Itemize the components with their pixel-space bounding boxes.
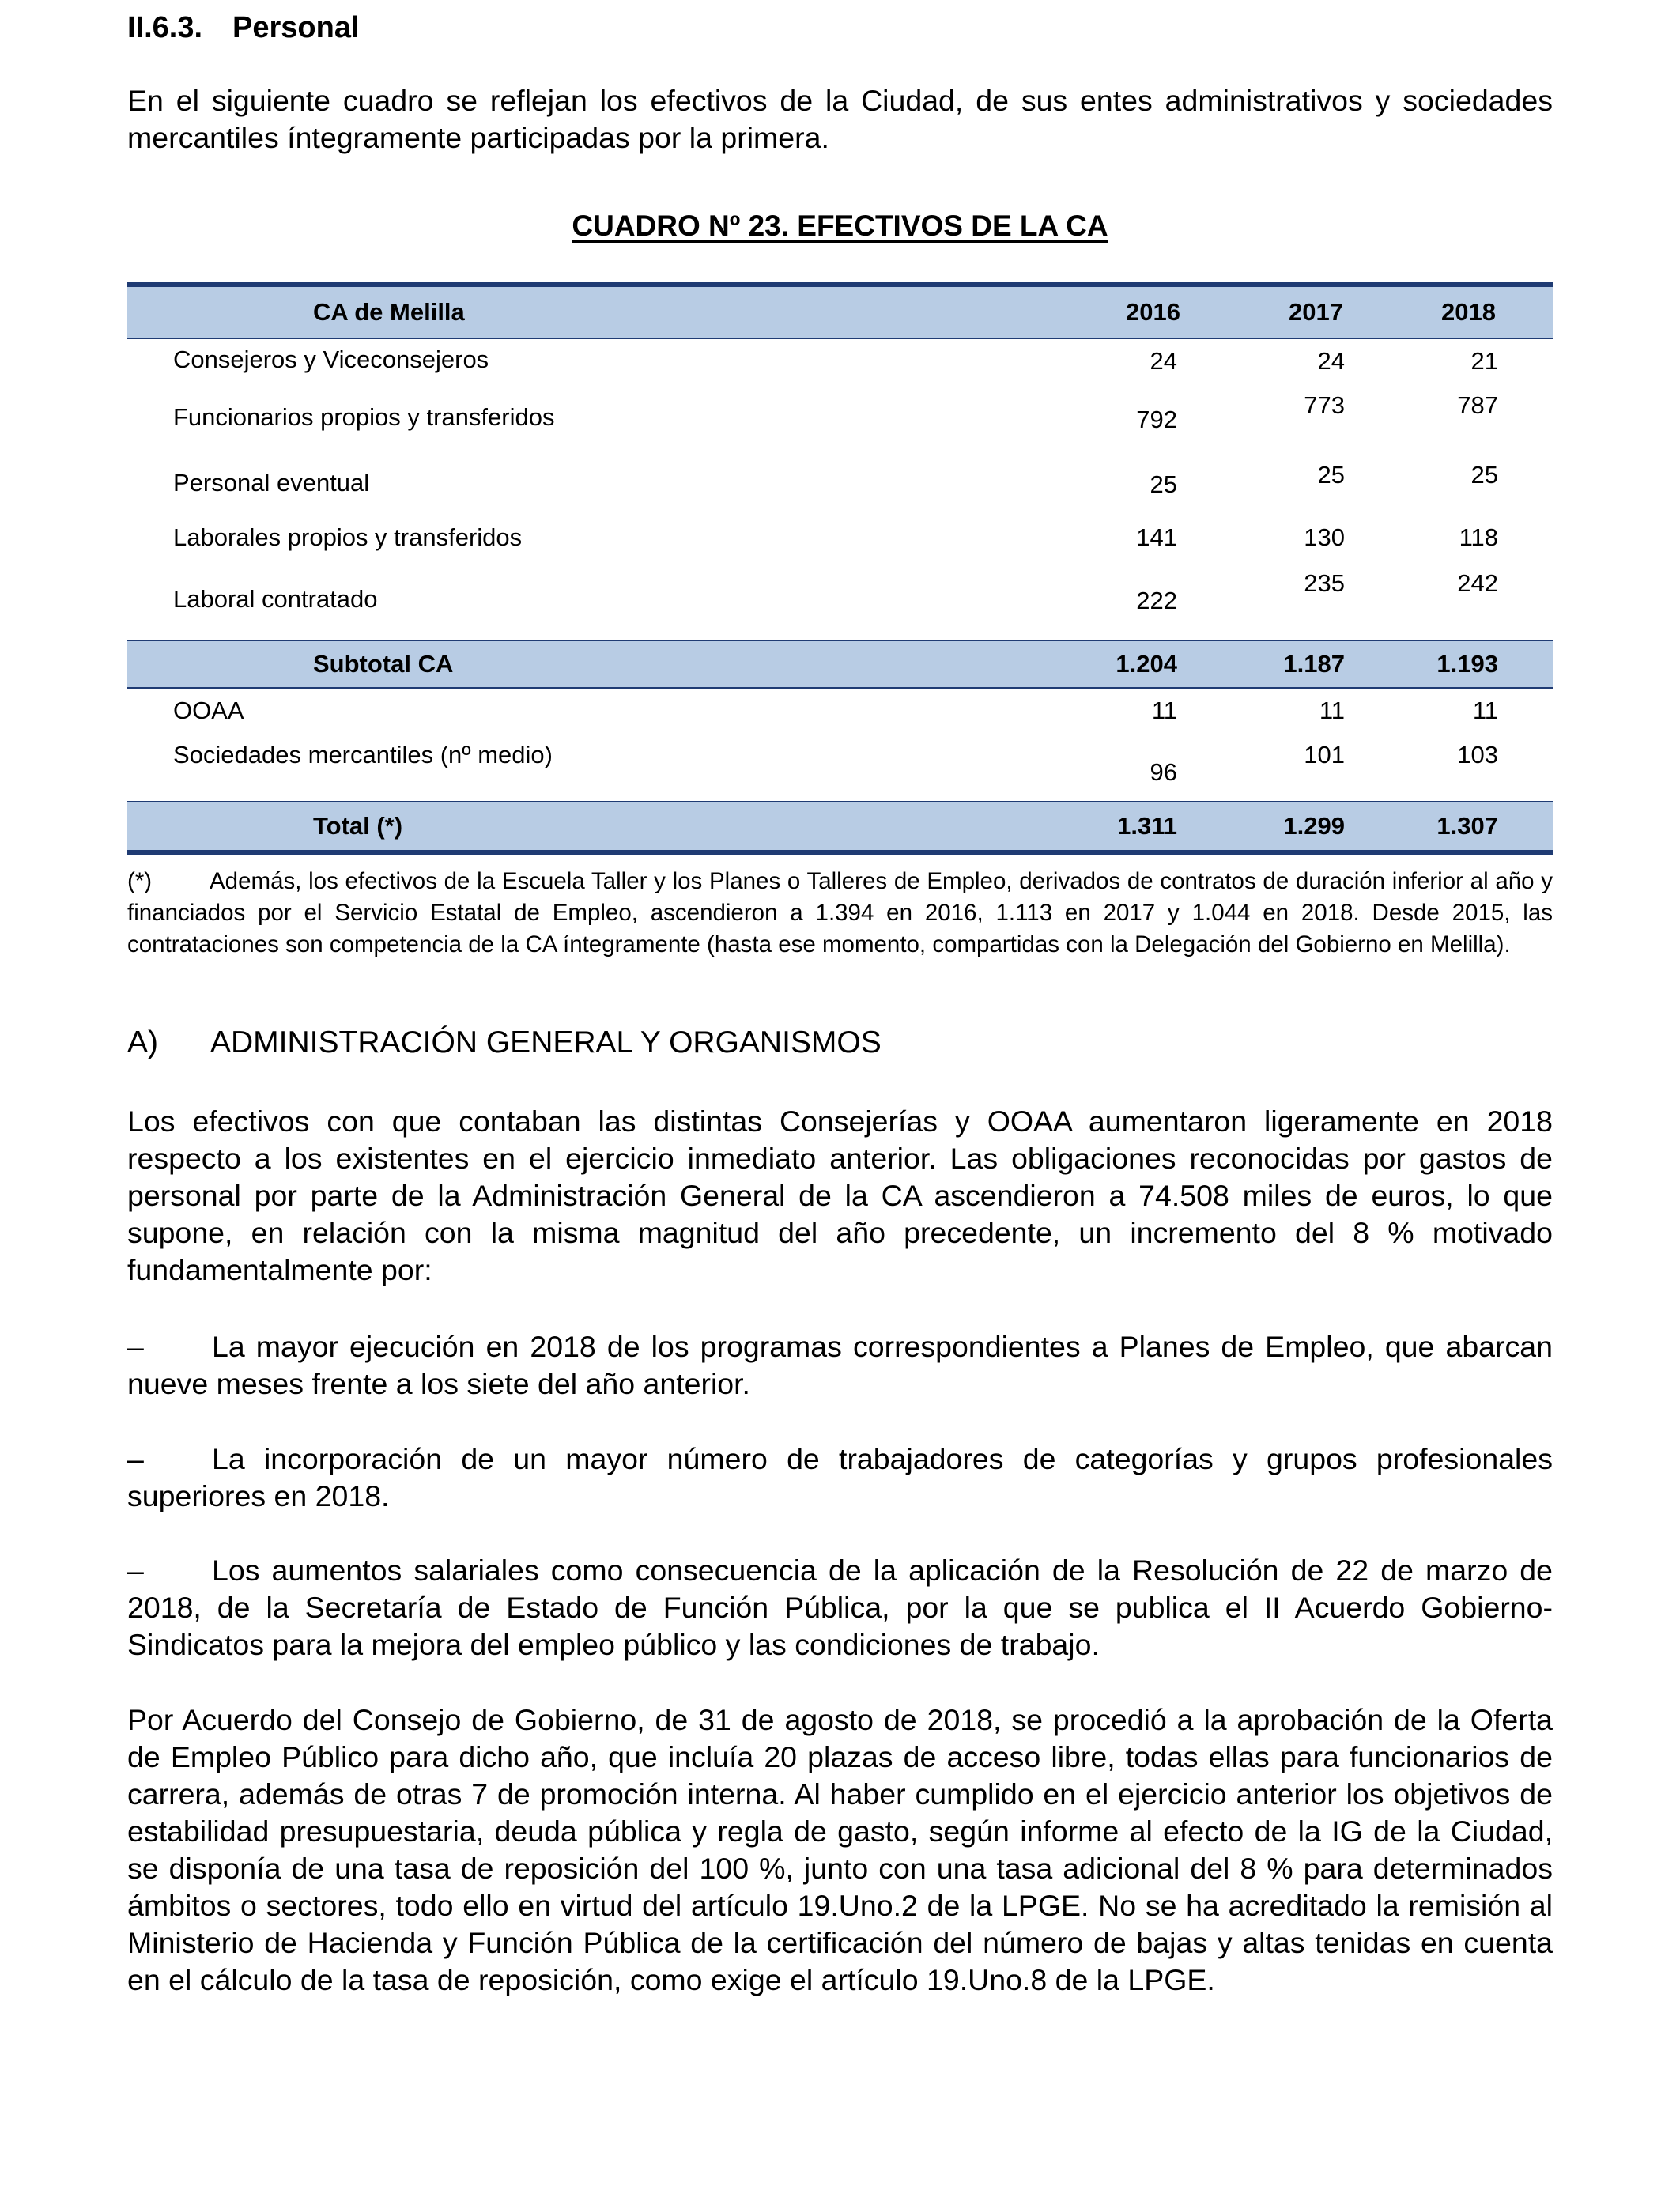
row-value-2017: 773 [1304, 391, 1345, 419]
row-value-2016: 11 [1151, 697, 1177, 724]
row-label: Sociedades mercantiles (nº medio) [173, 741, 553, 768]
subsection-heading [127, 1025, 882, 1060]
header-label: CA de Melilla [313, 298, 465, 326]
row-label: Laborales propios y transferidos [173, 523, 523, 551]
row-value-2017: 25 [1317, 461, 1345, 489]
row-value-2016: 222 [1136, 587, 1177, 614]
row-value-2018: 11 [1472, 697, 1498, 724]
list-item [127, 1552, 1553, 1663]
header-year-2016: 2016 [1126, 298, 1180, 326]
row-value-2017: 130 [1304, 523, 1345, 551]
header-year-2017: 2017 [1289, 298, 1343, 326]
table-row [127, 736, 1553, 801]
row-label: Funcionarios propios y transferidos [173, 403, 555, 431]
row-value-2017: 235 [1304, 569, 1345, 597]
footnote-text: Además, los efectivos de la Escuela Taller y los Planes o Talleres de Empleo, derivados de contratos de duración inferior al año y financiados por el Servicio Estatal de Empleo, ascendieron a 1.394 en 2016, 1.113 en 2017 y 1.044 en 2018. Desde 2015, las contrataciones son competencia de la CA íntegramente (hasta ese momento, compartidas con la Delegación del Gobierno en Melilla). [127, 868, 1553, 957]
dash-bullet: – [127, 1442, 144, 1475]
list-item [127, 1441, 1553, 1515]
row-value-2018: 103 [1457, 741, 1498, 768]
effectives-table [127, 282, 1553, 855]
subsection-title: ADMINISTRACIÓN GENERAL Y ORGANISMOS [210, 1025, 882, 1059]
subtotal-value-2017: 1.187 [1283, 650, 1345, 678]
list-item-text: La incorporación de un mayor número de trabajadores de categorías y grupos profesionales superiores en 2018. [127, 1442, 1553, 1512]
total-value-2018: 1.307 [1436, 812, 1498, 840]
table-header-row [127, 287, 1553, 339]
intro-paragraph: En el siguiente cuadro se reflejan los efectivos de la Ciudad, de sus entes administrativos y sociedades mercantiles íntegramente participadas por la primera. [127, 84, 1553, 154]
row-value-2018: 787 [1457, 391, 1498, 419]
section-heading [127, 11, 360, 45]
row-value-2016: 96 [1150, 758, 1177, 786]
list-item-text: Los aumentos salariales como consecuencia de la aplicación de la Resolución de 22 de marzo de 2018, de la Secretaría de Estado de Función Pública, por la que se publica el II Acuerdo Gobierno-Sindicatos para la mejora del empleo público y las condiciones de trabajo. [127, 1554, 1553, 1661]
table-row [127, 569, 1553, 640]
body-paragraph: Por Acuerdo del Consejo de Gobierno, de 31 de agosto de 2018, se procedió a la aprobación de la Oferta de Empleo Público para dicho año, que incluía 20 plazas de acceso libre, todas ellas para funcionarios de carrera, además de otras 7 de promoción interna. Al haber cumplido en el ejercicio anterior los objetivos de estabilidad presupuestaria, deuda pública y regla de gasto, según informe al efecto de la IG de la Ciudad, se disponía de una tasa de reposición del 100 %, junto con una tasa adicional del 8 % para determinados ámbitos o sectores, todo ello en virtud del artículo 19.Uno.2 de la LPGE. No se ha acreditado la remisión al Ministerio de Hacienda y Función Pública de la certificación del número de bajas y altas tenidas en cuenta en el cálculo de la tasa de reposición, como exige el artículo 19.Uno.8 de la LPGE. [127, 1703, 1553, 1996]
table-row [127, 515, 1553, 574]
row-value-2016: 141 [1136, 523, 1177, 551]
row-value-2018: 242 [1457, 569, 1498, 597]
subsection-marker: A) [127, 1025, 158, 1059]
section-title: Personal [232, 11, 360, 44]
row-label: Consejeros y Viceconsejeros [173, 346, 489, 373]
subtotal-value-2016: 1.204 [1116, 650, 1177, 678]
total-value-2016: 1.311 [1117, 812, 1177, 840]
table-row [127, 339, 1553, 391]
row-value-2017: 24 [1317, 347, 1345, 375]
table-footnote [127, 866, 1553, 961]
table-row [127, 689, 1553, 736]
subtotal-label: Subtotal CA [313, 650, 454, 678]
row-value-2018: 25 [1470, 461, 1498, 489]
table-row [127, 391, 1553, 457]
row-label: OOAA [173, 697, 244, 724]
dash-bullet: – [127, 1330, 144, 1363]
total-value-2017: 1.299 [1283, 812, 1345, 840]
table-caption: CUADRO Nº 23. EFECTIVOS DE LA CA [572, 210, 1108, 242]
subtotal-row [127, 640, 1553, 689]
row-value-2018: 118 [1459, 523, 1498, 551]
row-label: Personal eventual [173, 469, 370, 497]
subtotal-value-2018: 1.193 [1436, 650, 1498, 678]
footnote-marker: (*) [127, 868, 153, 894]
total-row [127, 801, 1553, 850]
row-value-2016: 25 [1150, 470, 1177, 498]
body-paragraph: Los efectivos con que contaban las distintas Consejerías y OOAA aumentaron ligeramente en 2018 respecto a los existentes en el ejercicio inmediato anterior. Las obligaciones reconocidas por gastos de personal por parte de la Administración General de la CA ascendieron a 74.508 miles de euros, lo que supone, en relación con la misma magnitud del año precedente, un incremento del 8 % motivado fundamentalmente por: [127, 1105, 1553, 1286]
row-value-2017: 101 [1304, 741, 1345, 768]
row-value-2016: 792 [1136, 406, 1177, 433]
list-item [127, 1328, 1553, 1403]
row-label: Laboral contratado [173, 585, 378, 613]
table-row [127, 457, 1553, 515]
row-value-2016: 24 [1150, 347, 1177, 375]
header-year-2018: 2018 [1441, 298, 1496, 326]
row-value-2018: 21 [1470, 347, 1498, 375]
total-label: Total (*) [313, 812, 403, 840]
dash-bullet: – [127, 1554, 144, 1587]
list-item-text: La mayor ejecución en 2018 de los programas correspondientes a Planes de Empleo, que abarcan nueve meses frente a los siete del año anterior. [127, 1330, 1553, 1400]
section-number: II.6.3. [127, 11, 203, 44]
row-value-2017: 11 [1319, 697, 1345, 724]
